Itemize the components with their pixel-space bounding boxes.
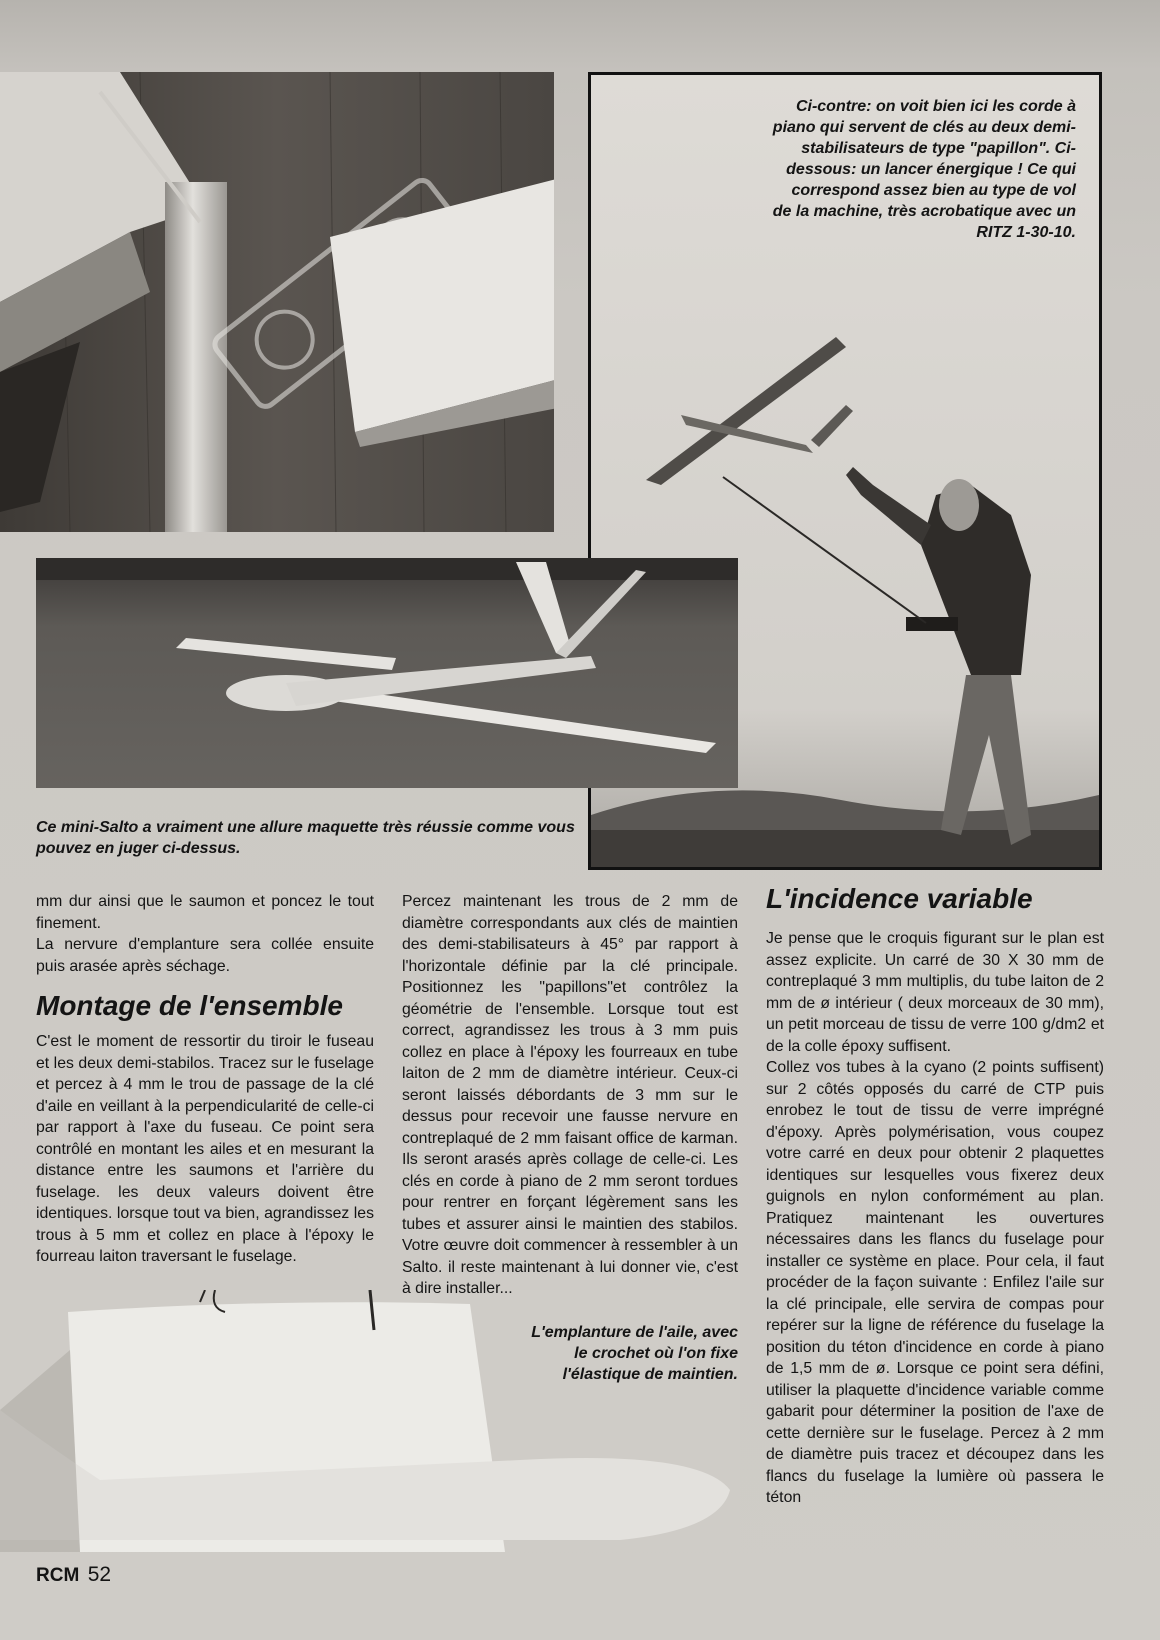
- column-3-body: [766, 928, 1104, 1509]
- caption-glider: Ce mini-Salto a vraiment une allure maquette très réussie comme vous pouvez en juger ci-dessus.: [36, 819, 575, 857]
- caption-clamp-launch: Ci-contre: on voit bien ici les corde à piano qui servent de clés au deux demi-stabilisateurs de type "papillon". Ci-dessous: un lancer énergique ! Ce qui correspond assez bien au type de vol de la machine, très acrobatique avec un RITZ 1-30-10.: [772, 98, 1076, 241]
- page-number: 52: [87, 1563, 112, 1586]
- magazine-brand: RCM: [36, 1565, 80, 1586]
- paragraph: C'est le moment de ressortir du tiroir le fuseau et les deux demi-stabilos. Tracez sur le fuselage et percez à 4 mm le trou de passage de la clé d'aile en veillant à la perpendicularité de celle-ci par rapport à l'axe du fuseau. Ce point sera contrôlé en montant les ailes et en mesurant la distance entre les saumons et l'arrière du fuselage. les deux valeurs doivent être identiques. lorsque tout va bien, agrandissez les trous à 5 mm et collez en place à l'époxy le fourreau laiton traversant le fuselage.: [36, 1033, 374, 1265]
- paragraph: La nervure d'emplanture sera collée ensuite puis arasée après séchage.: [36, 936, 374, 975]
- section-heading-montage: Montage de l'ensemble: [36, 990, 343, 1021]
- photo-wing-clamp: [0, 72, 554, 532]
- paragraph: Je pense que le croquis figurant sur le plan est assez explicite. Un carré de 30 X 30 mm de contreplaqué 3 mm multiplis, du tube laiton de 2 mm de ø intérieur ( deux morceaux de 30 mm), un petit morceau de tissu de verre 100 g/dm2 et de la colle époxy suffisent.: [766, 930, 1104, 1055]
- column-1-body: [36, 1031, 374, 1268]
- column-1-intro: [36, 891, 374, 977]
- section-heading-incidence: L'incidence variable: [766, 883, 1033, 914]
- column-2-body: [402, 891, 738, 1300]
- paragraph: Percez maintenant les trous de 2 mm de diamètre correspondants aux clés de maintien des demi-stabilisateurs à 45° par rapport à l'horizontale définie par la clé principale. Positionnez les "papillons"et contrôlez la géométrie de l'ensemble. Lorsque tout est correct, agrandissez les trous à 3 mm puis collez en place à l'époxy les fourreaux en tube laiton de 2 mm de diamètre intérieur. Ceux-ci seront laissés débordants de 3 mm sur le dessus pour recevoir une fausse nervure en contreplaqué de 2 mm faisant office de karman. Ils seront arasés après collage de celle-ci. Les clés en corde à piano de 2 mm seront tordues pour rentrer en forçant légèrement sans les tubes et assurer ainsi le maintien des stabilos. Votre œuvre doit commencer à ressembler à un Salto. il reste maintenant à lui donner vie, c'est à dire installer...: [402, 893, 738, 1297]
- caption-wing-root: L'emplanture de l'aile, avec le crochet où l'on fixe l'élastique de maintien.: [531, 1324, 738, 1383]
- paragraph: mm dur ainsi que le saumon et poncez le tout finement.: [36, 893, 374, 932]
- photo-glider-field: [36, 558, 738, 788]
- paragraph: Collez vos tubes à la cyano (2 points suffisent) sur 2 côtés opposés du carré de CTP puis enrobez le tout de tissu de verre imprégné d'époxy. Après polymérisation, vous coupez votre carré en deux pour obtenir 2 plaquettes identiques sur lesquelles vous fixerez deux guignols en nylon conformément au plan. Pratiquez maintenant les ouvertures nécessaires dans les flancs du fuselage pour installer ce système en place. Pour cela, il faut procéder de la façon suivante : Enfilez l'aile sur la clé principale, elle servira de compas pour repérer sur la ligne de référence du fuselage la position du téton d'incidence en corde à piano de 1,5 mm de ø. Lorsque ce point sera défini, utiliser la plaquette d'incidence variable comme gabarit pour déterminer la position de l'axe de cette dernière sur le fuselage. Percez à 2 mm de diamètre puis tracez et découpez dans les flancs du fuselage la lumière où passera le téton: [766, 1059, 1104, 1506]
- page-footer: [36, 1563, 111, 1587]
